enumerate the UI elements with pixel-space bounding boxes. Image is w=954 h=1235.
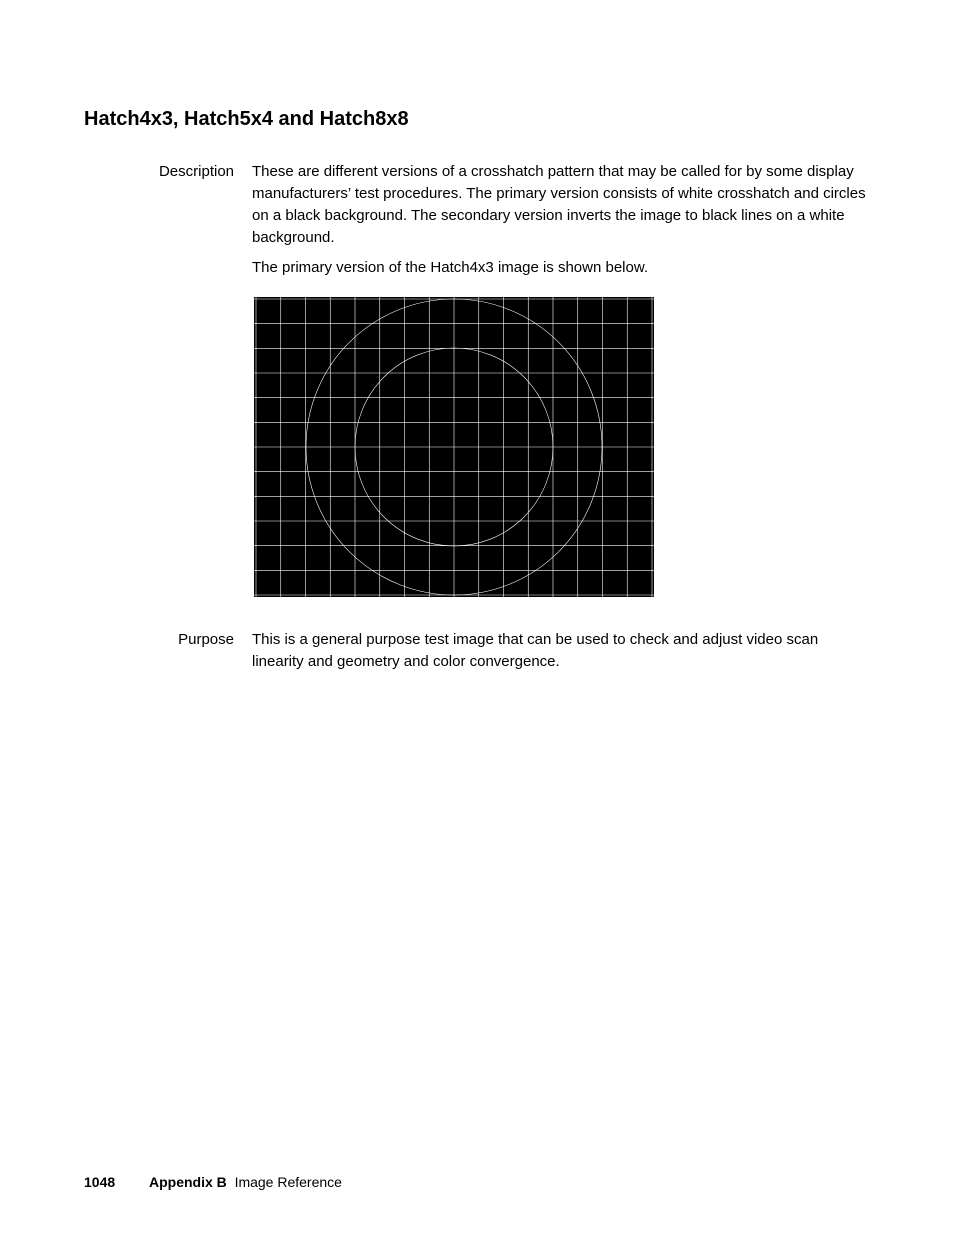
hatch4x3-image	[254, 297, 654, 597]
appendix-label: Appendix B	[149, 1174, 227, 1190]
figure-intro-paragraph: The primary version of the Hatch4x3 image is shown below.	[252, 259, 649, 276]
hatch-pattern-graphic	[254, 297, 654, 597]
purpose-paragraph: This is a general purpose test image that can be used to check and adjust video scan linearity and geometry and color convergence.	[252, 631, 819, 670]
purpose-term: Purpose	[178, 631, 234, 648]
section-label: Image Reference	[234, 1174, 342, 1190]
page-footer	[84, 1173, 342, 1191]
description-paragraph: These are different versions of a crosshatch pattern that may be called for by some display manufacturers’ test procedures. The primary version consists of white crosshatch and circles on a black background. The secondary version inverts the image to black lines on a white background.	[252, 163, 866, 246]
description-term: Description	[158, 163, 234, 180]
page-title: Hatch4x3, Hatch5x4 and Hatch8x8	[84, 108, 409, 130]
page-number: 1048	[84, 1174, 116, 1190]
